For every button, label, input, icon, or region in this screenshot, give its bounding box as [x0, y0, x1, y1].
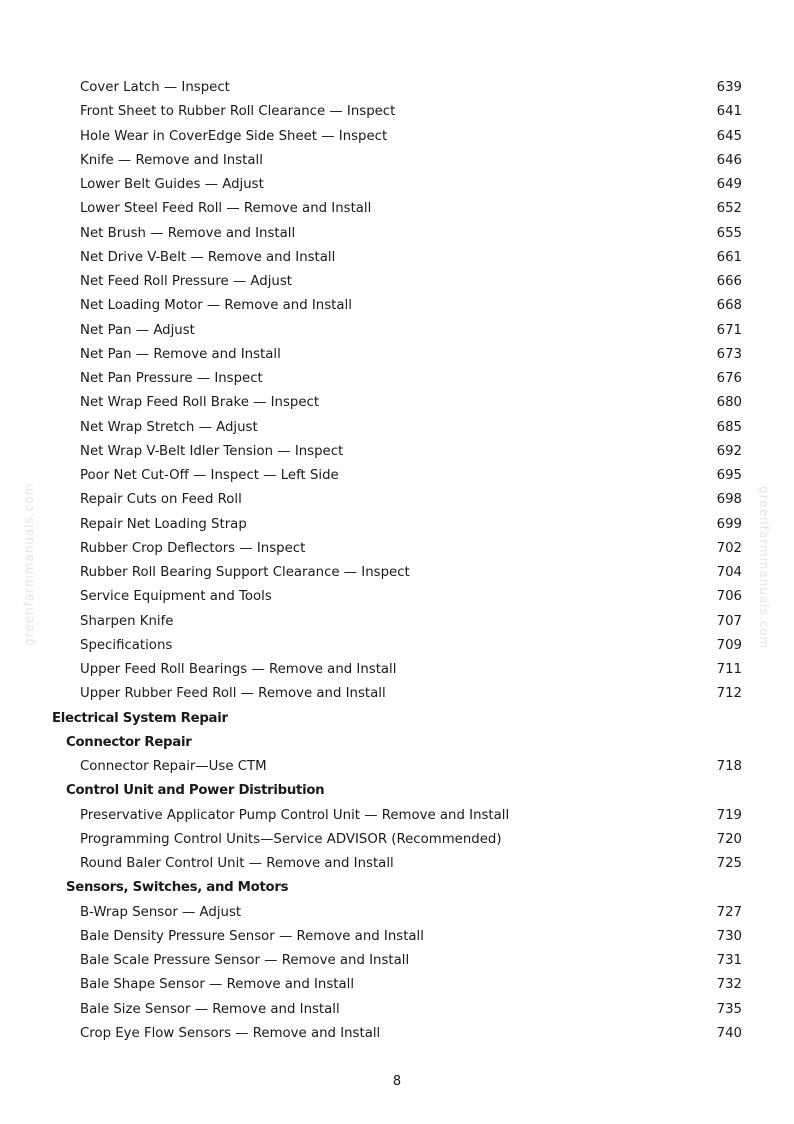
- toc-entry-title: Knife — Remove and Install: [80, 152, 263, 168]
- toc-entry-title: Sharpen Knife: [80, 613, 174, 629]
- toc-entry[interactable]: [0, 197, 794, 221]
- toc-entry[interactable]: [0, 949, 794, 973]
- toc-entry[interactable]: [0, 804, 794, 828]
- toc-entry-page: 655: [716, 225, 742, 241]
- toc-entry-title: Net Pan Pressure — Inspect: [80, 371, 263, 386]
- toc-entry-page: 641: [716, 104, 742, 120]
- toc-entry[interactable]: [0, 610, 794, 634]
- toc-entry-title: Net Feed Roll Pressure — Adjust: [80, 274, 293, 289]
- toc-entry-page: 668: [716, 298, 742, 314]
- toc-entry-page: 720: [716, 831, 742, 847]
- toc-entry-page: 652: [716, 201, 742, 217]
- table-of-contents: [0, 76, 794, 1046]
- toc-entry[interactable]: [0, 658, 794, 682]
- toc-entry-title: Repair Net Loading Strap: [80, 516, 247, 532]
- toc-entry-page: 685: [716, 419, 742, 435]
- toc-entry-page: 711: [716, 662, 742, 677]
- toc-entry[interactable]: [0, 294, 794, 318]
- toc-entry-title: Bale Scale Pressure Sensor — Remove and Install: [80, 953, 410, 968]
- toc-entry-title: Upper Feed Roll Bearings — Remove and Install: [80, 662, 397, 677]
- toc-entry-title: Specifications: [80, 637, 173, 653]
- toc-entry-title: Sensors, Switches, and Motors: [66, 880, 289, 896]
- toc-entry-title: Lower Belt Guides — Adjust: [80, 177, 264, 192]
- toc-entry-title: Hole Wear in CoverEdge Side Sheet — Inspect: [80, 128, 388, 144]
- toc-entry-title: Bale Density Pressure Sensor — Remove and Install: [80, 928, 424, 944]
- toc-entry-title: Connector Repair: [66, 734, 192, 750]
- toc-entry[interactable]: [0, 367, 794, 391]
- toc-entry[interactable]: [0, 270, 794, 294]
- toc-entry[interactable]: [0, 149, 794, 173]
- toc-entry-page: 639: [716, 80, 742, 95]
- watermark-right: greenfarmmanuals.com: [757, 486, 771, 650]
- toc-entry-title: Lower Steel Feed Roll — Remove and Install: [80, 201, 372, 217]
- toc-entry[interactable]: [0, 488, 794, 512]
- toc-entry-title: Connector Repair—Use CTM: [80, 759, 267, 774]
- toc-entry[interactable]: [0, 634, 794, 658]
- toc-entry-page: 719: [716, 807, 742, 823]
- toc-entry-title: Cover Latch — Inspect: [80, 80, 230, 95]
- toc-entry-page: 666: [716, 274, 742, 289]
- toc-entry-page: 645: [716, 128, 742, 144]
- toc-entry-page: 661: [716, 249, 742, 265]
- toc-entry[interactable]: [0, 416, 794, 440]
- toc-entry[interactable]: [0, 828, 794, 852]
- toc-entry[interactable]: [0, 343, 794, 367]
- toc-entry[interactable]: [0, 222, 794, 246]
- toc-entry-title: Rubber Roll Bearing Support Clearance — Inspect: [80, 565, 410, 580]
- toc-entry-page: 680: [716, 395, 742, 411]
- toc-entry[interactable]: [0, 537, 794, 561]
- toc-entry-title: Round Baler Control Unit — Remove and Install: [80, 856, 394, 871]
- toc-section-heading[interactable]: [0, 707, 794, 731]
- toc-entry-title: Bale Shape Sensor — Remove and Install: [80, 977, 355, 993]
- watermark-left: greenfarmmanuals.com: [22, 482, 36, 646]
- toc-entry-page: 692: [716, 443, 742, 459]
- toc-entry-title: Net Wrap Stretch — Adjust: [80, 419, 258, 435]
- toc-entry-title: Net Wrap Feed Roll Brake — Inspect: [80, 395, 320, 411]
- toc-entry-page: 698: [716, 492, 742, 508]
- toc-entry-title: Crop Eye Flow Sensors — Remove and Install: [80, 1025, 381, 1041]
- toc-entry-title: Bale Size Sensor — Remove and Install: [80, 1001, 340, 1017]
- toc-entry[interactable]: [0, 973, 794, 997]
- toc-entry-page: 706: [716, 589, 742, 605]
- toc-entry[interactable]: [0, 125, 794, 149]
- toc-entry-title: Net Drive V-Belt — Remove and Install: [80, 249, 336, 265]
- toc-entry-page: 649: [716, 177, 742, 192]
- toc-subsection-heading[interactable]: [0, 876, 794, 900]
- toc-entry[interactable]: [0, 998, 794, 1022]
- toc-entry[interactable]: [0, 682, 794, 706]
- toc-entry-title: Poor Net Cut-Off — Inspect — Left Side: [80, 468, 339, 483]
- toc-entry-page: 731: [716, 953, 742, 968]
- toc-entry-title: Front Sheet to Rubber Roll Clearance — Inspect: [80, 104, 396, 120]
- toc-entry[interactable]: [0, 852, 794, 876]
- toc-entry-page: 730: [716, 928, 742, 944]
- toc-entry-title: B-Wrap Sensor — Adjust: [80, 904, 242, 920]
- toc-entry-page: 707: [716, 613, 742, 629]
- toc-subsection-heading[interactable]: [0, 779, 794, 803]
- toc-entry-page: 732: [716, 977, 742, 993]
- toc-entry-title: Rubber Crop Deflectors — Inspect: [80, 540, 306, 556]
- toc-entry[interactable]: [0, 925, 794, 949]
- toc-entry-title: Net Pan — Remove and Install: [80, 346, 281, 362]
- page-number: 8: [392, 1074, 402, 1089]
- toc-entry-page: 740: [716, 1025, 742, 1041]
- toc-entry-title: Control Unit and Power Distribution: [66, 783, 325, 799]
- toc-entry-page: 646: [716, 152, 742, 168]
- toc-entry-title: Net Pan — Adjust: [80, 322, 195, 338]
- toc-entry-title: Electrical System Repair: [52, 710, 228, 726]
- toc-entry-page: 673: [716, 346, 742, 362]
- toc-subsection-heading[interactable]: [0, 731, 794, 755]
- toc-entry[interactable]: [0, 585, 794, 609]
- toc-entry-title: Service Equipment and Tools: [80, 589, 272, 605]
- toc-entry[interactable]: [0, 100, 794, 124]
- toc-entry[interactable]: [0, 391, 794, 415]
- toc-entry-page: 702: [716, 540, 742, 556]
- toc-entry[interactable]: [0, 440, 794, 464]
- toc-entry-page: 712: [716, 686, 742, 702]
- toc-entry-title: Programming Control Units—Service ADVISOR (Recommended): [80, 831, 502, 847]
- toc-entry[interactable]: [0, 173, 794, 197]
- toc-entry-page: 695: [716, 468, 742, 483]
- toc-entry[interactable]: [0, 464, 794, 488]
- toc-entry-title: Net Wrap V-Belt Idler Tension — Inspect: [80, 443, 344, 459]
- toc-entry-title: Net Brush — Remove and Install: [80, 225, 296, 241]
- toc-entry-page: 725: [716, 856, 742, 871]
- toc-entry[interactable]: [0, 319, 794, 343]
- toc-entry-title: Net Loading Motor — Remove and Install: [80, 298, 352, 314]
- toc-entry-page: 727: [716, 904, 742, 920]
- toc-entry-page: 699: [716, 516, 742, 532]
- toc-entry[interactable]: [0, 1022, 794, 1046]
- toc-entry[interactable]: [0, 561, 794, 585]
- toc-entry-title: Upper Rubber Feed Roll — Remove and Install: [80, 686, 386, 702]
- toc-entry-page: 709: [716, 637, 742, 653]
- toc-entry-page: 718: [716, 759, 742, 774]
- toc-entry-title: Preservative Applicator Pump Control Unit — Remove and Install: [80, 807, 510, 823]
- toc-entry[interactable]: [0, 755, 794, 779]
- toc-entry-page: 676: [716, 371, 742, 386]
- toc-entry-page: 735: [716, 1001, 742, 1017]
- toc-entry-page: 704: [716, 565, 742, 580]
- toc-entry-title: Repair Cuts on Feed Roll: [80, 492, 242, 508]
- toc-entry-page: 671: [716, 322, 742, 338]
- toc-entry[interactable]: [0, 76, 794, 100]
- toc-entry[interactable]: [0, 901, 794, 925]
- toc-entry[interactable]: [0, 246, 794, 270]
- toc-entry[interactable]: [0, 513, 794, 537]
